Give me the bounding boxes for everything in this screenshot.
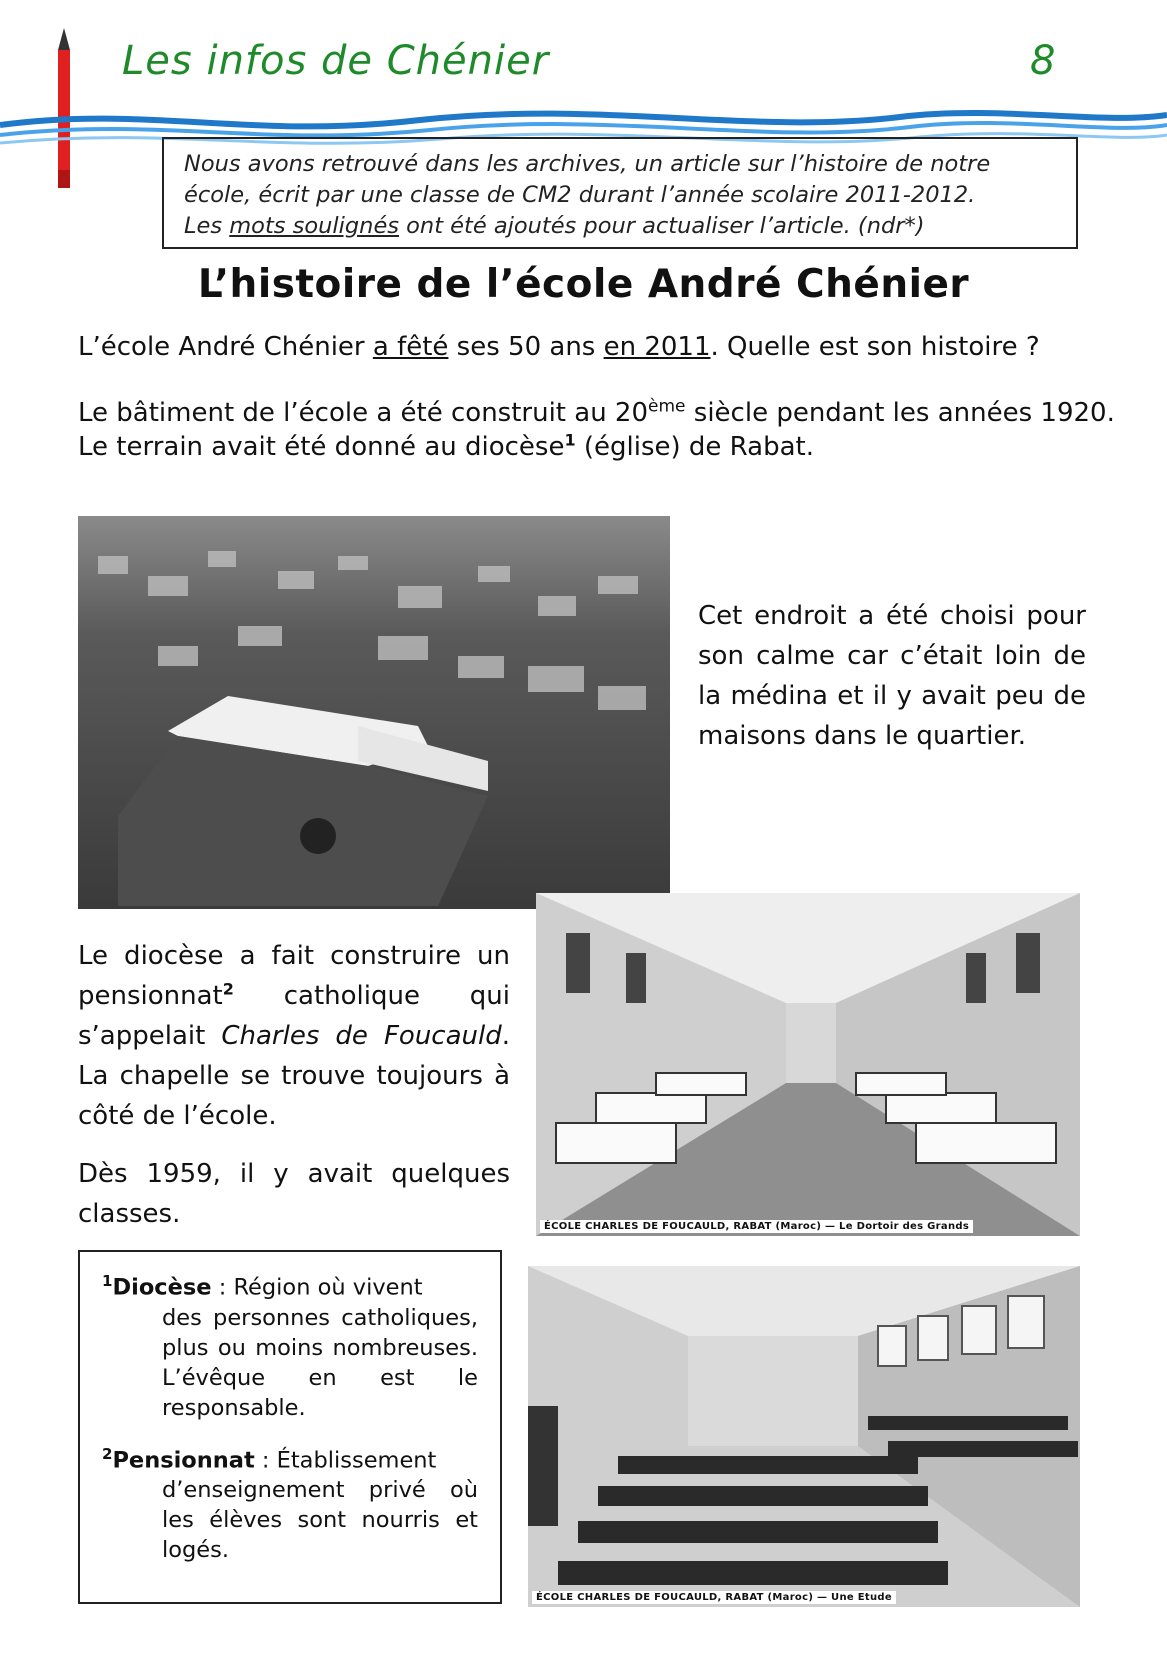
- glossary-definition: d’enseignement privé où les élèves sont nourris et logés.: [162, 1477, 478, 1563]
- editor-note-line: Les mots soulignés ont été ajoutés pour actualiser l’article. (ndr*): [184, 213, 925, 239]
- glossary-definition: des personnes catholiques, plus ou moins nombreuses. L’évêque en est le responsable.: [162, 1304, 478, 1421]
- newsletter-title: Les infos de Chénier: [122, 38, 550, 84]
- footnote-ref: 2: [222, 979, 234, 999]
- underlined-words: mots soulignés: [229, 213, 400, 239]
- editor-note-line: Nous avons retrouvé dans les archives, un article sur l’histoire de notre: [184, 151, 991, 177]
- glossary-box: [78, 1250, 502, 1604]
- footnote-ref: 1: [564, 430, 576, 450]
- photo-caption: ÉCOLE CHARLES DE FOUCAULD, RABAT (Maroc) — Une Etude: [532, 1591, 896, 1604]
- paragraph-boarding-school: Le diocèse a fait construire un pensionnat$^2$ catholique qui s’appelait Charles de Foucauld. La chapelle se trouve toujours à côté de l’école.: [78, 941, 510, 1131]
- aerial-school-photo: [78, 516, 670, 909]
- glossary-entry-pensionnat: $^2$Pensionnat : Établissement d’enseignement privé où les élèves sont nourris et logés.: [102, 1444, 478, 1563]
- glossary-entry-diocese: $^1$Diocèse : Région où vivent des personnes catholiques, plus ou moins nombreuses. L’évêque en est le responsable.: [102, 1272, 478, 1421]
- paragraph-location: Cet endroit a été choisi pour son calme car c’était loin de la médina et il y avait peu de maisons dans le quartier.: [698, 601, 1086, 751]
- paragraph-classes: Dès 1959, il y avait quelques classes.: [78, 1159, 510, 1229]
- page-number: 8: [1030, 38, 1056, 84]
- paragraph-anniversary: L’école André Chénier a fêté ses 50 ans en 2011. Quelle est son histoire ?: [78, 332, 1040, 362]
- paragraph-building: Le bâtiment de l’école a été construit au 20ème siècle pendant les années 1920. Le terrain avait été donné au diocèse$^1$ (église) de Rabat.: [78, 396, 1115, 462]
- dormitory-photo: [536, 893, 1080, 1236]
- glossary-term: Diocèse: [112, 1274, 212, 1301]
- glossary-term: Pensionnat: [112, 1447, 255, 1473]
- editor-note-box: [162, 137, 1078, 249]
- article-title: L’histoire de l’école André Chénier: [197, 262, 970, 307]
- photo-caption: ÉCOLE CHARLES DE FOUCAULD, RABAT (Maroc) — Le Dortoir des Grands: [540, 1220, 973, 1233]
- study-hall-photo: [528, 1266, 1080, 1607]
- editor-note-line: école, écrit par une classe de CM2 durant l’année scolaire 2011-2012.: [184, 182, 976, 208]
